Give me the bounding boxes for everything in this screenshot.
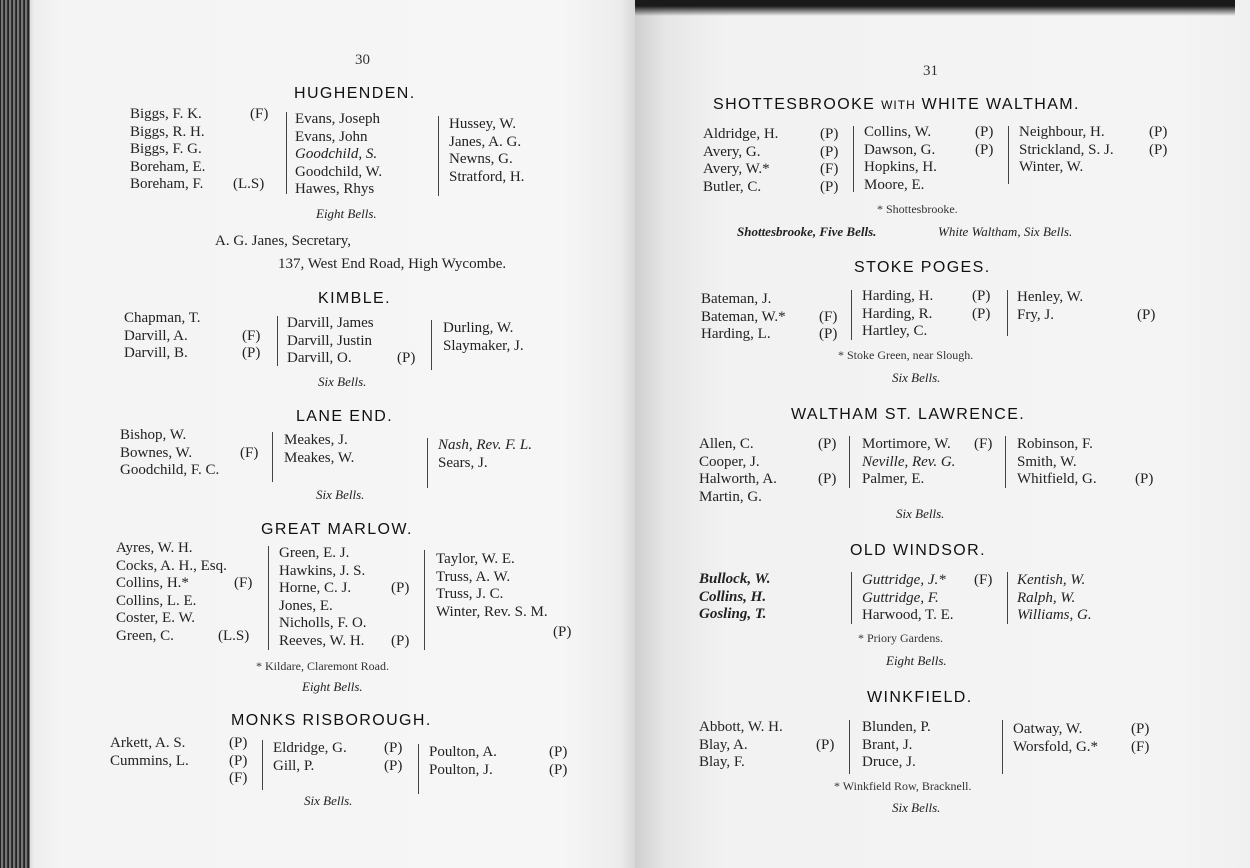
member-name: Blay, A. (P) (699, 736, 835, 753)
member-name: Poulton, A. (P) (429, 744, 568, 760)
member-name: Stratford, H. (449, 168, 525, 185)
member-name: Harding, L. (P) (701, 326, 838, 343)
member-name: Arkett, A. S. (P) (110, 735, 248, 751)
member-name: Guttridge, F. (862, 589, 939, 606)
member-name: Neville, Rev. G. (862, 453, 956, 470)
parish-title-great-marlow: GREAT MARLOW. (261, 521, 413, 538)
member-name: Abbott, W. H. (699, 719, 783, 735)
member-name: Hawkins, J. S. (279, 562, 366, 579)
member-name: Taylor, W. E. (436, 551, 515, 567)
member-name: Truss, A. W. (436, 568, 511, 585)
secretary-address: 137, West End Road, High Wycombe. (278, 256, 507, 272)
member-name: Janes, A. G. (449, 133, 522, 150)
column-divider (851, 572, 852, 624)
stoke-poges-col3 (1017, 289, 1177, 324)
column-divider (424, 550, 425, 650)
bells-count: Eight Bells. (316, 206, 377, 221)
member-name: Goodchild, S. (295, 146, 378, 163)
column-divider (427, 438, 428, 488)
bells-count: White Waltham, Six Bells. (938, 224, 1073, 239)
parish-title-waltham-st-lawrence: WALTHAM ST. LAWRENCE. (791, 406, 1026, 423)
member-name: Eldridge, G. (P) (273, 740, 403, 756)
old-windsor-col3 (1017, 572, 1092, 625)
member-name: Green, E. J. (279, 545, 350, 561)
footnote: * Stoke Green, near Slough. (838, 348, 974, 362)
member-name: Cooper, J. (699, 453, 760, 470)
member-name: Jones, E. (279, 597, 333, 614)
member-name: Meakes, W. (284, 449, 355, 466)
hughenden-col1 (130, 106, 280, 194)
stoke-poges-col2 (862, 288, 1012, 341)
member-name: Allen, C. (P) (699, 436, 837, 452)
member-name: Strickland, S. J. (P) (1019, 141, 1168, 158)
member-name: Biggs, R. H. (130, 123, 205, 140)
member-name: Hartley, C. (862, 323, 928, 340)
member-name: Collins, W. (P) (864, 124, 994, 140)
member-name: Chapman, T. (124, 310, 201, 326)
member-name: Coster, E. W. (116, 610, 195, 627)
winkfield-col2 (862, 719, 931, 772)
parish-title-lane-end: LANE END. (296, 408, 394, 425)
secretary-name: A. G. Janes, Secretary, (215, 233, 352, 249)
member-name: Oatway, W. (P) (1013, 721, 1150, 737)
member-name: Darvill, O. (P) (287, 350, 416, 367)
column-divider (1008, 126, 1009, 184)
member-name: Biggs, F. K. (F) (130, 106, 269, 122)
member-name: Fry, J. (P) (1017, 306, 1156, 323)
column-divider (851, 290, 852, 340)
column-divider (853, 126, 854, 192)
waltham-st-lawrence-col1 (699, 436, 849, 506)
member-name: Collins, H.* (F) (116, 575, 253, 592)
footnote: * Shottesbrooke. (877, 202, 958, 216)
member-name: Bullock, W. (699, 571, 771, 587)
column-divider (277, 316, 278, 366)
column-divider (1007, 290, 1008, 336)
member-name: Nash, Rev. F. L. (438, 437, 533, 453)
parish-title-winkfield: WINKFIELD. (867, 689, 973, 706)
column-divider (262, 740, 263, 790)
great-marlow-col3 (436, 551, 548, 621)
member-name: Palmer, E. (862, 471, 925, 488)
column-divider (272, 432, 273, 482)
footnote: * Priory Gardens. (858, 631, 943, 645)
member-name: Druce, J. (862, 754, 916, 771)
member-name: Henley, W. (1017, 289, 1084, 305)
parish-title-kimble: KIMBLE. (318, 290, 391, 307)
member-name: Collins, L. E. (116, 592, 197, 609)
bells-count: Six Bells. (896, 506, 945, 521)
bells-count: Eight Bells. (886, 653, 947, 668)
great-marlow-col2 (279, 545, 419, 651)
member-name: Evans, Joseph (295, 111, 380, 127)
member-name: Worsfold, G.* (F) (1013, 738, 1150, 755)
member-name: Goodchild, W. (295, 163, 383, 180)
member-name: Truss, J. C. (436, 586, 504, 603)
bells-count: Six Bells. (318, 374, 367, 389)
member-name: Avery, G. (P) (703, 143, 839, 160)
member-name: Bownes, W. (F) (120, 444, 259, 461)
monks-risborough-col2 (273, 740, 413, 775)
member-name: Moore, E. (864, 176, 925, 193)
parish-title-shottesbrooke: SHOTTESBROOKE WITH WHITE WALTHAM. (713, 96, 1080, 113)
member-name: Guttridge, J.* (F) (862, 572, 993, 588)
member-name: Gosling, T. (699, 606, 767, 623)
member-name: Bateman, J. (701, 291, 772, 307)
column-divider (431, 320, 432, 370)
kimble-col3 (443, 320, 524, 355)
column-divider (438, 116, 439, 196)
shottesbrooke-col2 (864, 124, 1014, 194)
hughenden-col2 (295, 111, 382, 199)
member-name: Darvill, James (287, 315, 374, 331)
member-name: Neighbour, H. (P) (1019, 124, 1168, 140)
member-name: Ralph, W. (1017, 589, 1076, 606)
member-name: Darvill, Justin (287, 332, 372, 349)
member-name: Harwood, T. E. (862, 607, 954, 624)
lane-end-col1 (120, 427, 270, 480)
member-name: Gill, P. (P) (273, 757, 403, 774)
kimble-col1 (124, 310, 274, 363)
winkfield-col1 (699, 719, 849, 772)
shottesbrooke-col3 (1019, 124, 1179, 177)
lane-end-col2 (284, 432, 354, 467)
member-name: Hawes, Rhys (295, 181, 375, 198)
page-edges (0, 0, 30, 868)
parish-title-monks-risborough: MONKS RISBOROUGH. (231, 712, 432, 729)
bells-count: Six Bells. (316, 487, 365, 502)
footnote: * Kildare, Claremont Road. (256, 659, 389, 673)
hughenden-col3 (449, 116, 524, 186)
member-name: Horne, C. J. (P) (279, 580, 410, 597)
stoke-poges-col1 (701, 291, 851, 344)
member-name: Meakes, J. (284, 432, 348, 448)
member-name: Robinson, F. (1017, 436, 1093, 452)
member-name: Darvill, B. (P) (124, 345, 261, 362)
column-divider (1005, 436, 1006, 488)
member-name: Avery, W.* (F) (703, 161, 839, 178)
bells-count: Six Bells. (892, 370, 941, 385)
member-name: Kentish, W. (1017, 572, 1086, 588)
member-name: Hussey, W. (449, 116, 516, 132)
waltham-st-lawrence-col3 (1017, 436, 1177, 489)
member-name: Harding, R. (P) (862, 305, 991, 322)
member-name: Darvill, A. (F) (124, 327, 261, 344)
page-number: 31 (923, 63, 938, 79)
bells-count: Shottesbrooke, Five Bells. (737, 224, 877, 239)
member-name: Winter, W. (1019, 159, 1084, 176)
bells-count: Six Bells. (892, 800, 941, 815)
member-name: Butler, C. (P) (703, 178, 839, 195)
member-name: Winter, Rev. S. M. (436, 603, 548, 620)
waltham-st-lawrence-col2 (862, 436, 1012, 489)
old-windsor-col2 (862, 572, 1012, 625)
member-name: Williams, G. (1017, 607, 1092, 624)
bells-count: Eight Bells. (302, 679, 363, 694)
member-name: Aldridge, H. (P) (703, 126, 839, 142)
column-divider (1002, 720, 1003, 774)
member-name: Green, C. (L.S) (116, 627, 250, 644)
monks-risborough-col3 (429, 744, 579, 779)
member-name: Ayres, W. H. (116, 540, 193, 556)
member-name: Smith, W. (1017, 453, 1077, 470)
member-name: Bateman, W.* (F) (701, 308, 838, 325)
right-page (635, 0, 1250, 868)
member-name: Dawson, G. (P) (864, 141, 994, 158)
winkfield-col3 (1013, 721, 1173, 756)
member-name: Blunden, P. (862, 719, 931, 735)
member-name: Nicholls, F. O. (279, 615, 367, 632)
member-name: Goodchild, F. C. (120, 462, 220, 479)
member-name: Boreham, E. (130, 158, 206, 175)
member-name: Boreham, F. (L.S) (130, 176, 265, 193)
member-name: Martin, G. (699, 488, 762, 505)
member-name: Halworth, A. (P) (699, 471, 837, 488)
member-name: Collins, H. (699, 588, 767, 605)
parish-title-hughenden: HUGHENDEN. (294, 85, 416, 102)
member-name: Blay, F. (699, 754, 745, 771)
parish-title-stoke-poges: STOKE POGES. (854, 259, 991, 276)
member-name: Hopkins, H. (864, 159, 937, 176)
old-windsor-col1 (699, 571, 771, 624)
status-mark: (P) (553, 624, 572, 640)
column-divider (849, 436, 850, 488)
column-divider (286, 112, 287, 194)
member-name: Whitfield, G. (P) (1017, 471, 1154, 488)
member-name: Evans, John (295, 128, 368, 145)
member-name: Newns, G. (449, 151, 513, 168)
parish-title-old-windsor: OLD WINDSOR. (850, 542, 986, 559)
lane-end-col3 (438, 437, 532, 472)
member-name: Brant, J. (862, 736, 913, 753)
column-divider (418, 744, 419, 794)
page-number: 30 (355, 52, 370, 68)
great-marlow-col1 (116, 540, 266, 646)
monks-risborough-col1 (110, 735, 260, 788)
member-name: Harding, H. (P) (862, 288, 991, 304)
member-name: Sears, J. (438, 454, 488, 471)
member-name: Cummins, L. (P) (110, 752, 248, 769)
member-name: Cocks, A. H., Esq. (116, 557, 227, 574)
member-name: Mortimore, W. (F) (862, 436, 993, 452)
shottesbrooke-col1 (703, 126, 853, 196)
column-divider (849, 720, 850, 774)
column-divider (1007, 572, 1008, 624)
member-name: Bishop, W. (120, 427, 187, 443)
footnote: * Winkfield Row, Bracknell. (834, 779, 972, 793)
column-divider (268, 546, 269, 650)
member-name: (F) (229, 770, 248, 787)
member-name: Reeves, W. H. (P) (279, 632, 410, 649)
member-name: Durling, W. (443, 320, 514, 336)
kimble-col2 (287, 315, 427, 368)
member-name: Poulton, J. (P) (429, 761, 568, 778)
member-name: Biggs, F. G. (130, 141, 202, 158)
bells-count: Six Bells. (304, 793, 353, 808)
member-name: Slaymaker, J. (443, 337, 524, 354)
